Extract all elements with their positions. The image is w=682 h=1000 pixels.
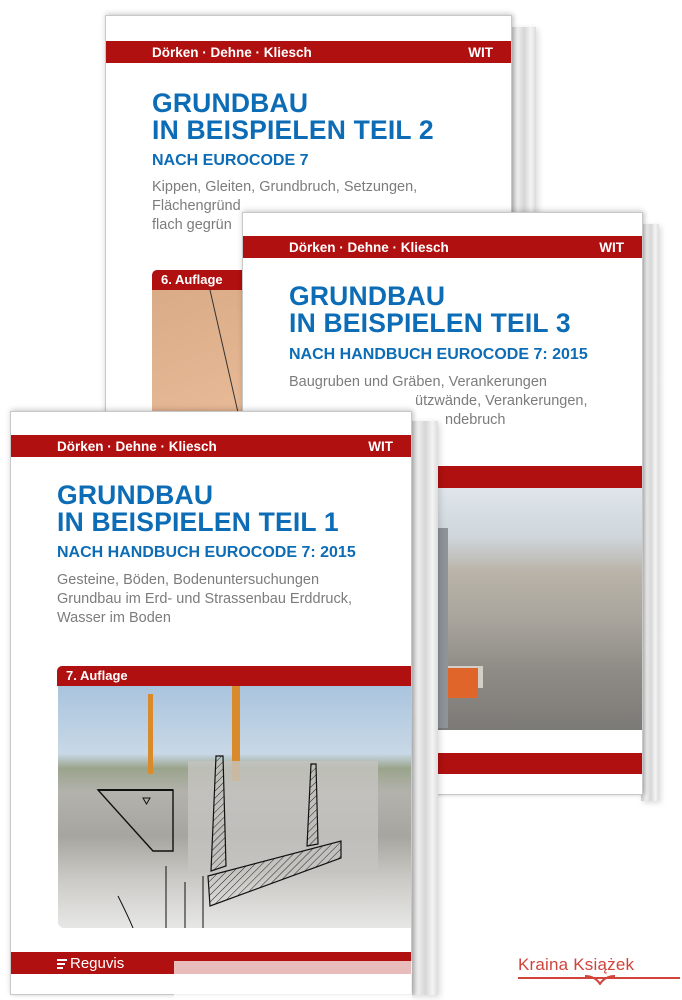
book-title <box>152 90 434 144</box>
book-description: Gesteine, Böden, Bodenuntersuchungen Grundbau im Erd- und Strassenbau Erddruck, Wasser im Boden <box>57 572 352 626</box>
book-description: Kippen, Gleiten, Grundbruch, Setzungen, Flächengründ flach gegrün <box>152 179 418 233</box>
page-edges <box>410 421 438 995</box>
book-title <box>289 283 571 337</box>
reguvis-logo-icon <box>57 957 67 971</box>
publisher-name: Reguvis <box>70 955 125 972</box>
title-line-2: IN BEISPIELEN TEIL 2 <box>152 115 434 145</box>
authors: Dörken · Dehne · Kliesch <box>57 438 217 454</box>
cover-photo <box>58 686 411 928</box>
author-bar <box>11 435 411 457</box>
title-line-1: GRUNDBAU <box>57 480 214 510</box>
authors: Dörken · Dehne · Kliesch <box>152 44 312 60</box>
author-bar <box>106 41 511 63</box>
book-title <box>57 482 339 536</box>
author-bar <box>243 236 642 258</box>
open-book-icon <box>585 975 615 985</box>
edition-label: 6. Auflage <box>152 270 511 290</box>
title-line-1: GRUNDBAU <box>152 88 309 118</box>
authors: Dörken · Dehne · Kliesch <box>289 239 449 255</box>
book-cover <box>10 411 412 995</box>
book-teil-1 <box>10 411 412 995</box>
publisher-mark: WIT <box>599 239 624 255</box>
watermark-overlay <box>174 961 412 1000</box>
title-line-2: IN BEISPIELEN TEIL 3 <box>289 308 571 338</box>
shop-watermark-text: Kraina Książek <box>518 955 635 974</box>
book-subtitle: NACH EUROCODE 7 <box>152 152 309 169</box>
edition-label: 7. Auflage <box>57 666 411 686</box>
book-description: Baugruben und Gräben, Verankerungen ützwände, Verankerungen, ndebruch <box>289 374 588 428</box>
retaining-wall-diagram <box>58 686 411 928</box>
page-edges <box>641 224 659 801</box>
title-line-2: IN BEISPIELEN TEIL 1 <box>57 507 339 537</box>
book-subtitle: NACH HANDBUCH EUROCODE 7: 2015 <box>57 544 356 561</box>
publisher-mark: WIT <box>468 44 493 60</box>
publisher-mark: WIT <box>368 438 393 454</box>
title-line-1: GRUNDBAU <box>289 281 446 311</box>
book-subtitle: NACH HANDBUCH EUROCODE 7: 2015 <box>289 346 588 363</box>
